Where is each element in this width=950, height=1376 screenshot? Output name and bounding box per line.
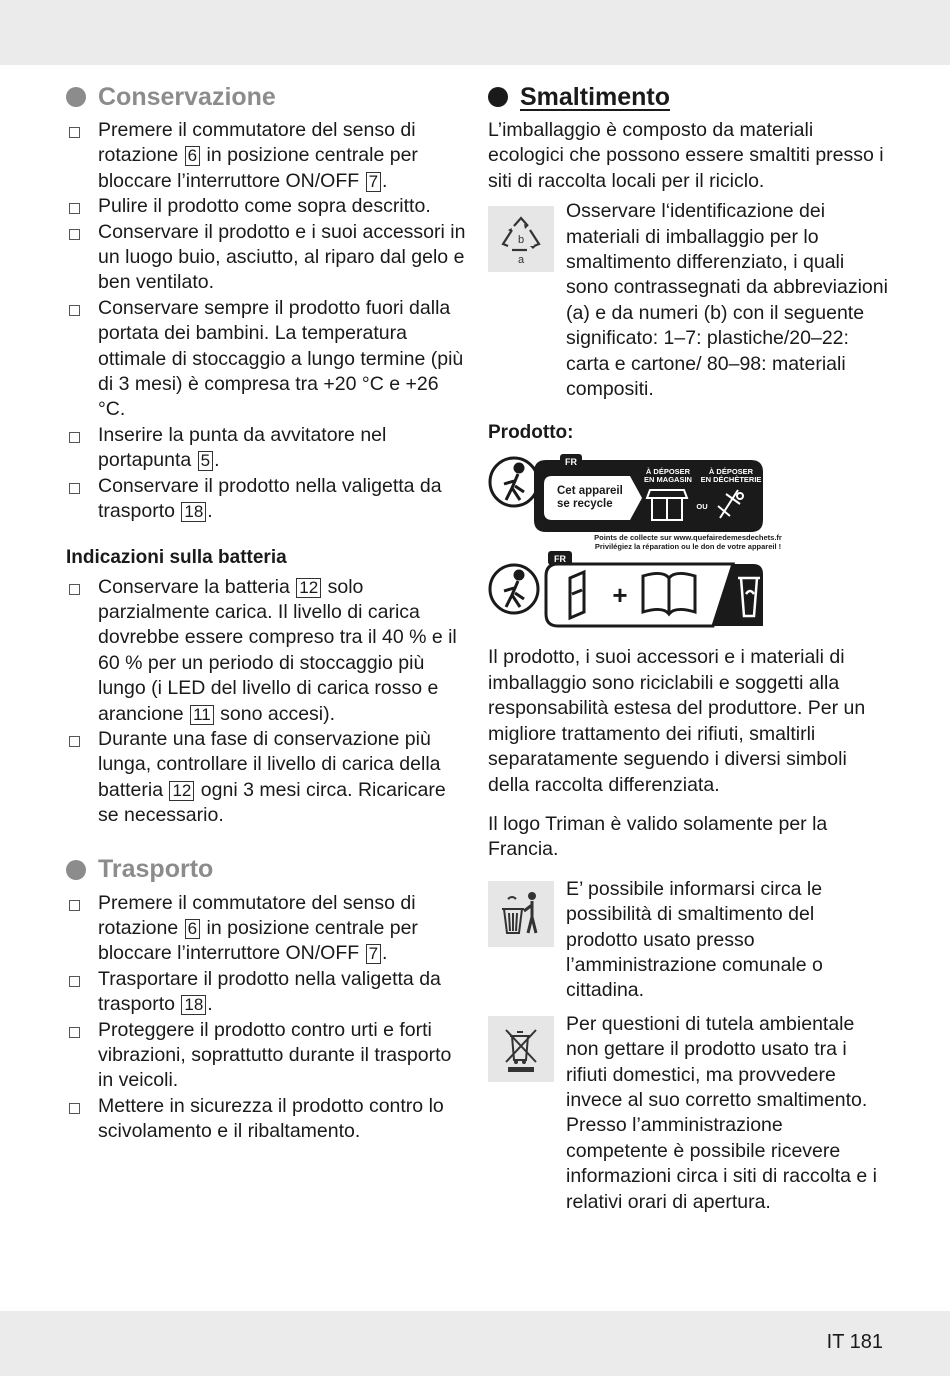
- svg-text:se recycle: se recycle: [557, 498, 613, 511]
- item-text: solo parzialmente carica. Il livello di carica dovrebbe essere compreso tra il 40 % e il 60 % per un periodo di stoccaggio più lungo (i LED del livello di carica rosso e arancione: [98, 575, 457, 725]
- part-number-ref: 6: [185, 146, 200, 166]
- list-item: [66, 296, 466, 423]
- item-text: Conservare il prodotto nella valigetta da trasporto: [98, 474, 442, 523]
- bin-info: [488, 877, 888, 1004]
- triman-figure-icon-2: [490, 565, 538, 613]
- recycle-info: [488, 200, 888, 402]
- list-item: [66, 891, 466, 967]
- bullet-dot-icon: [66, 860, 86, 880]
- part-number-ref: 7: [366, 944, 381, 964]
- smaltimento-intro: L’imballaggio è composto da materiali ecologici che possono essere smaltiti presso i siti di raccolta locali per il riciclo.: [488, 119, 884, 192]
- crossed-bin-icon: [488, 1016, 554, 1082]
- recycle-text: Osservare l‘identificazione dei materiali di imballaggio per lo smaltimento differenziato, i quali sono contrassegnati da abbreviazioni (a) e da numeri (b) con il seguente significato: 1–7: plastiche/20–22: carta e cartone/ 80–98: materiali compositi.: [566, 200, 888, 401]
- item-text: Premere il commutatore del senso di rotazione: [98, 891, 416, 939]
- triman-logo: [488, 454, 888, 639]
- svg-text:OU: OU: [696, 502, 708, 512]
- item-text: Conservare la batteria: [98, 575, 296, 598]
- item-text: sono accesi).: [214, 702, 336, 725]
- triman-note: Il logo Triman è valido solamente per la Francia.: [488, 812, 828, 861]
- bottom-bar: [0, 1311, 950, 1376]
- part-number-ref: 6: [185, 919, 200, 939]
- svg-text:À DÉPOSER: À DÉPOSER: [645, 467, 691, 477]
- waste-bin-icon: [488, 881, 554, 947]
- item-text: Pulire il prodotto come sopra descritto.: [98, 195, 431, 218]
- page-number: IT 181: [826, 1331, 883, 1353]
- bullet-dot-icon: [66, 87, 86, 107]
- svg-text:EN MAGASIN: EN MAGASIN: [644, 475, 692, 485]
- item-text: Mettere in sicurezza il prodotto contro lo scivolamento e il ribaltamento.: [98, 1094, 444, 1143]
- trasporto-list: [66, 891, 466, 1145]
- bullet-dot-icon: [488, 87, 508, 107]
- item-text: .: [382, 942, 388, 965]
- list-item: [66, 1094, 466, 1145]
- item-text: Inserire la punta da avvitatore nel portapunta: [98, 423, 387, 472]
- section-trasporto-heading: Trasporto: [66, 853, 466, 887]
- right-column: [488, 78, 888, 1215]
- item-text: Trasportare il prodotto nella valigetta da trasporto: [98, 967, 441, 1016]
- prodotto-paragraph: Il prodotto, i suoi accessori e i materiali di imballaggio sono riciclabili e soggetti alla responsabilità estesa del produttore. Per un migliore trattamento dei rifiuti, smaltirli separatamente seguendo i diversi simboli della raccolta differenziata.: [488, 646, 866, 796]
- item-text: Proteggere il prodotto contro urti e forti vibrazioni, soprattutto durante il trasporto in veicoli.: [98, 1018, 452, 1092]
- part-number-ref: 18: [181, 995, 206, 1015]
- item-text: Conservare sempre il prodotto fuori dalla portata dei bambini. La temperatura ottimale di stoccaggio a lungo termine (più di 3 mesi) è compresa tra +20 °C e +26 °C.: [98, 296, 464, 421]
- svg-text:+: +: [612, 580, 628, 611]
- svg-text:EN DÉCHÈTERIE: EN DÉCHÈTERIE: [700, 475, 762, 485]
- part-number-ref: 11: [190, 705, 214, 725]
- list-item: [66, 194, 466, 219]
- part-number-ref: 18: [181, 502, 206, 522]
- svg-text:b: b: [517, 234, 525, 247]
- left-column: [66, 78, 466, 1145]
- list-item: [66, 727, 466, 829]
- item-text: Conservare il prodotto e i suoi accessori in un luogo buio, asciutto, al riparo dal gelo e ben ventilato.: [98, 220, 466, 294]
- list-item: [66, 423, 466, 474]
- part-number-ref: 7: [366, 172, 381, 192]
- recycling-triangle-icon: [488, 206, 554, 272]
- svg-text:Points de collecte sur www.que: Points de collecte sur www.quefairedemesdechets.fr: [594, 533, 782, 543]
- svg-text:a: a: [517, 254, 525, 267]
- item-text: in posizione centrale per bloccare l’interruttore ON/OFF: [98, 144, 418, 192]
- section-smaltimento-heading: Smaltimento: [488, 80, 888, 114]
- list-item: [66, 967, 466, 1018]
- svg-text:FR: FR: [554, 554, 566, 565]
- item-text: .: [207, 500, 213, 523]
- top-bar: [0, 0, 950, 65]
- list-item: [66, 474, 466, 525]
- prodotto-label: Prodotto:: [488, 422, 574, 444]
- item-text: ogni 3 mesi circa. Ricaricare se necessario.: [98, 778, 446, 827]
- item-text: .: [382, 169, 388, 192]
- list-item: [66, 220, 466, 296]
- part-number-ref: 5: [198, 451, 213, 471]
- list-item: [66, 575, 466, 727]
- item-text: Durante una fase di conservazione più lunga, controllare il livello di carica della batteria: [98, 727, 441, 801]
- item-text: .: [214, 449, 220, 472]
- part-number-ref: 12: [169, 781, 194, 801]
- svg-text:À DÉPOSER: À DÉPOSER: [708, 467, 754, 477]
- list-item: [66, 1018, 466, 1094]
- item-text: .: [207, 993, 213, 1016]
- part-number-ref: 12: [296, 578, 321, 598]
- bin-text: E’ possibile informarsi circa le possibilità di smaltimento del prodotto usato presso l’amministrazione comunale o cittadina.: [566, 877, 823, 1002]
- conservazione-list: [66, 118, 466, 525]
- item-text: in posizione centrale per bloccare l’interruttore ON/OFF: [98, 916, 418, 965]
- svg-text:Cet appareil: Cet appareil: [557, 485, 623, 498]
- list-item: [66, 118, 466, 194]
- section-conservazione-heading: Conservazione: [66, 80, 466, 114]
- triman-figure-icon: [490, 458, 538, 506]
- weee-info: [488, 1012, 888, 1215]
- item-text: Premere il commutatore del senso di rotazione: [98, 119, 416, 167]
- svg-text:FR: FR: [565, 457, 577, 468]
- weee-text: Per questioni di tutela ambientale non gettare il prodotto usato tra i rifiuti domestici, ma provvedere invece al suo corretto smaltimento. Presso l’amministrazione competente è possibile ricevere informazioni circa i siti di raccolta e i relativi orari di apertura.: [566, 1012, 878, 1213]
- svg-text:Privilégiez la réparation ou l: Privilégiez la réparation ou le don de votre appareil !: [594, 542, 782, 552]
- battery-heading: Indicazioni sulla batteria: [66, 546, 287, 568]
- battery-list: [66, 575, 466, 829]
